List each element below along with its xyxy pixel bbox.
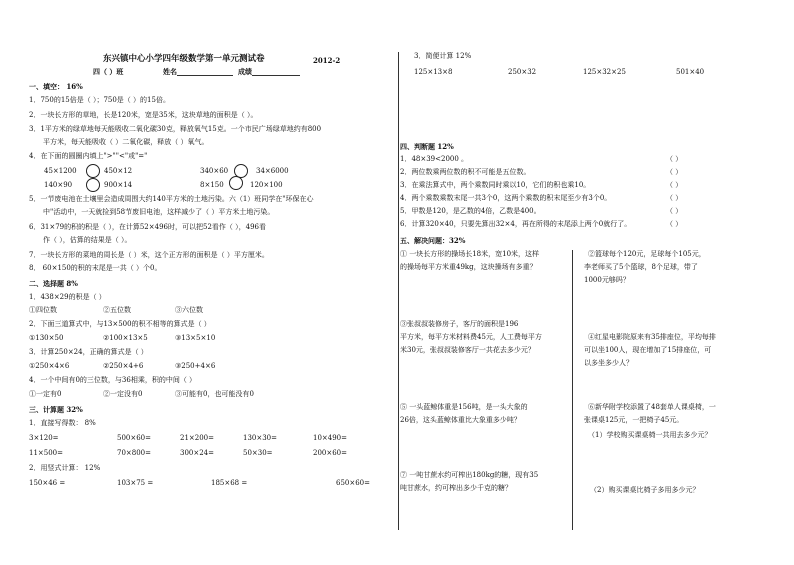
choice-q2: 2．下面三道算式中，与13×500的积不相等的算式是（ ） [29,320,211,328]
vertical-item: 103×75 = [117,479,154,487]
oral-item: 200×60= [313,449,347,457]
oral-item: 11×500= [29,449,63,457]
name-field[interactable] [177,67,233,76]
judge-answer[interactable]: （ ） [666,181,683,189]
fill-q6a: 6．31×79的积的积是（ ），在计算52×496时，可以把52看作（ ），496看 [29,223,266,231]
choice-option[interactable]: ②一定没有0 [103,390,143,398]
fill-q1: 1．750的15倍是（ ）；750是（ ）的15倍。 [29,96,170,104]
fill-q3b: 平方米，每天能吸收（ ）二氧化碳，释放（ ）氧气。 [43,138,209,146]
simplify-item: 125×32×25 [583,68,626,76]
problem-2-line: 1000元够吗？ [584,276,630,284]
fill-q8: 8． 60×150的积的末尾是一共（ ）个0。 [29,264,162,272]
judge-answer[interactable]: （ ） [666,168,683,176]
choice-option[interactable]: ②250×4+6 [103,362,144,370]
class-label: 四（ ）班 [93,67,124,76]
oral-item: 10×490= [313,434,347,442]
score-label [238,67,300,76]
compare-expr: 900×14 [104,181,133,189]
choice-q3: 3．计算250×24，正确的算式是（ ） [29,348,148,356]
judge-q4: 4．两个乘数乘数末尾一共3个0，这两个乘数的积末尾至少有3个0。 [400,194,612,202]
section-choice: 二、选择题 8% [29,279,78,288]
section-problems: 五、解决问题：32% [400,236,466,245]
problem-4-line: ④红星电影院原来有35排座位，平均每排 [588,333,716,341]
choice-option[interactable]: ①一定有0 [29,390,62,398]
judge-q5: 5．甲数是120，是乙数的4倍，乙数是400。 [400,207,541,215]
problem-4-line: 可以坐100人，现在增加了15排座位，可 [584,346,712,354]
name-label-text: 姓名 [163,67,177,76]
page-title: 东兴镇中心小学四年级数学第一单元测试卷 [103,54,265,64]
choice-option[interactable]: ②100×13×5 [103,334,148,342]
compare-circle[interactable] [229,176,243,190]
problem-6-line: ⑥新华附学校添置了48套单人课桌椅，一 [588,403,716,411]
compare-expr: 120×100 [250,181,283,189]
oral-item: 500×60= [117,434,151,442]
column-divider-right [572,250,573,530]
compare-expr: 34×6000 [256,167,289,175]
compare-circle[interactable] [86,178,100,192]
choice-q4: 4．一个中间有0的三位数，与36相乘，积的中间（ ） [29,376,197,384]
fill-q7: 7．一块长方形的菜地的周长是（ ）米，这个正方形的面积是（ ）平方厘米。 [29,251,269,259]
exam-date: 2012-2 [313,56,341,65]
choice-option[interactable]: ③六位数 [175,306,203,314]
column-divider [398,52,399,530]
choice-option[interactable]: ③13×5×10 [175,334,216,342]
choice-option[interactable]: ③250+4×6 [175,362,216,370]
simplify-item: 125×13×8 [414,68,453,76]
score-label-text: 成绩 [238,67,252,76]
problem-3-line: ③张叔叔装修房子，客厅的面积是196 [400,320,519,328]
calc-vertical-heading: 2．用竖式计算： 12% [29,464,101,472]
problem-2-line: ②篮球每个120元，足球每个105元， [588,250,706,258]
fill-q4: 4．在下面的圆圈内填上">""<"或"=" [29,152,148,160]
vertical-item: 650×60= [336,479,370,487]
judge-answer[interactable]: （ ） [666,155,683,163]
problem-7-line: 吨甘蔗水，约可榨出多少千克的糖？ [400,484,512,492]
problem-3-line: 米30元，张叔叔装修客厅一共花去多少元？ [400,346,535,354]
problem-6-line: （2）购买课桌比椅子多用多少元？ [590,486,700,494]
fill-q6b: 作（ ），估算的结果是（ ）。 [43,236,132,244]
simplify-item: 501×40 [676,68,705,76]
problem-5-line: 26倍，这头蓝鲸体重比大象重多少吨？ [400,416,521,424]
fill-q2: 2．一块长方形的草地，长是120米，宽是35米，这块草地的面积是（ ）。 [29,111,258,119]
compare-expr: 340×60 [200,167,229,175]
choice-option[interactable]: ①250×4×6 [29,362,70,370]
problem-5-line: ⑤ 一头蓝鲸体重是156吨，是一头大象的 [400,403,528,411]
fill-q3a: 3．1平方米的绿草地每天能吸收二氧化碳30克，释放氧气15克。一个市民广场绿草地约有800 [29,125,322,133]
judge-q2: 2．两位数乘两位数的积不可能是五位数。 [400,168,531,176]
choice-q1: 1．438×29的积是（ ） [29,293,106,301]
section-fill-in: 一、填空： 16% [29,82,83,91]
problem-1-line: ① 一块长方形的操场长18米，宽10米，这样 [400,250,540,258]
choice-option[interactable]: ②五位数 [103,306,131,314]
compare-expr: 45×1200 [44,167,77,175]
fill-q5a: 5．一节废电池在土壤里会造成周围大约140平方米的土地污染。六（1）班同学在"环保在心 [29,195,314,203]
problem-3-line: 平方米，每平方米材料费45元，人工费每平方 [400,333,542,341]
simplify-heading: 3．简便计算 12% [414,52,472,60]
choice-option[interactable]: ①130×50 [29,334,64,342]
oral-item: 3×120= [29,434,59,442]
choice-option[interactable]: ①四位数 [29,306,57,314]
problem-6-line: 张课桌125元，一把椅子45元。 [584,416,684,424]
section-calc: 三、计算题 32% [29,405,83,414]
simplify-item: 250×32 [508,68,537,76]
vertical-item: 150×46 = [29,479,66,487]
vertical-item: 185×68 = [211,479,248,487]
fill-q5b: 中"活动中，一天就捡到58节废旧电池，这样减少了（ ）平方米土地污染。 [43,208,275,216]
problem-6-line: （1）学校购买课桌椅一共用去多少元？ [588,431,712,439]
calc-oral-heading: 1．直接写得数： 8% [29,419,96,427]
oral-item: 300×24= [180,449,214,457]
name-label [163,67,233,76]
choice-option[interactable]: ③可能有0，也可能没有0 [175,390,254,398]
section-judge: 四、判断题 12% [400,142,454,151]
compare-circle[interactable] [86,164,100,178]
problem-4-line: 以多坐多少人？ [584,359,633,367]
oral-item: 70×800= [117,449,151,457]
compare-expr: 450×12 [104,167,133,175]
oral-item: 130×30= [243,434,277,442]
judge-answer[interactable]: （ ） [666,207,683,215]
judge-answer[interactable]: （ ） [666,194,683,202]
oral-item: 50×30= [243,449,273,457]
judge-answer[interactable]: （ ） [666,220,683,228]
problem-2-line: 李老师买了5个篮球，8个足球，带了 [584,263,698,271]
compare-expr: 140×90 [44,181,73,189]
judge-q3: 3．在乘法算式中，两个乘数同时乘以10，它们的积也乘10。 [400,181,591,189]
oral-item: 21×200= [180,434,214,442]
judge-q1: 1．48×39<2000 。 [400,155,469,163]
problem-1-line: 的操场每平方米重49kg，这块操场有多重？ [400,263,537,271]
score-field[interactable] [252,67,300,76]
compare-expr: 8×150 [200,181,224,189]
problem-7-line: ⑦ 一吨甘蔗水约可榨出180kg的糖，现有35 [400,471,539,479]
judge-q6: 6．计算320×40，只要先算出32×4，再在所得的末尾添上两个0就行了。 [400,220,632,228]
